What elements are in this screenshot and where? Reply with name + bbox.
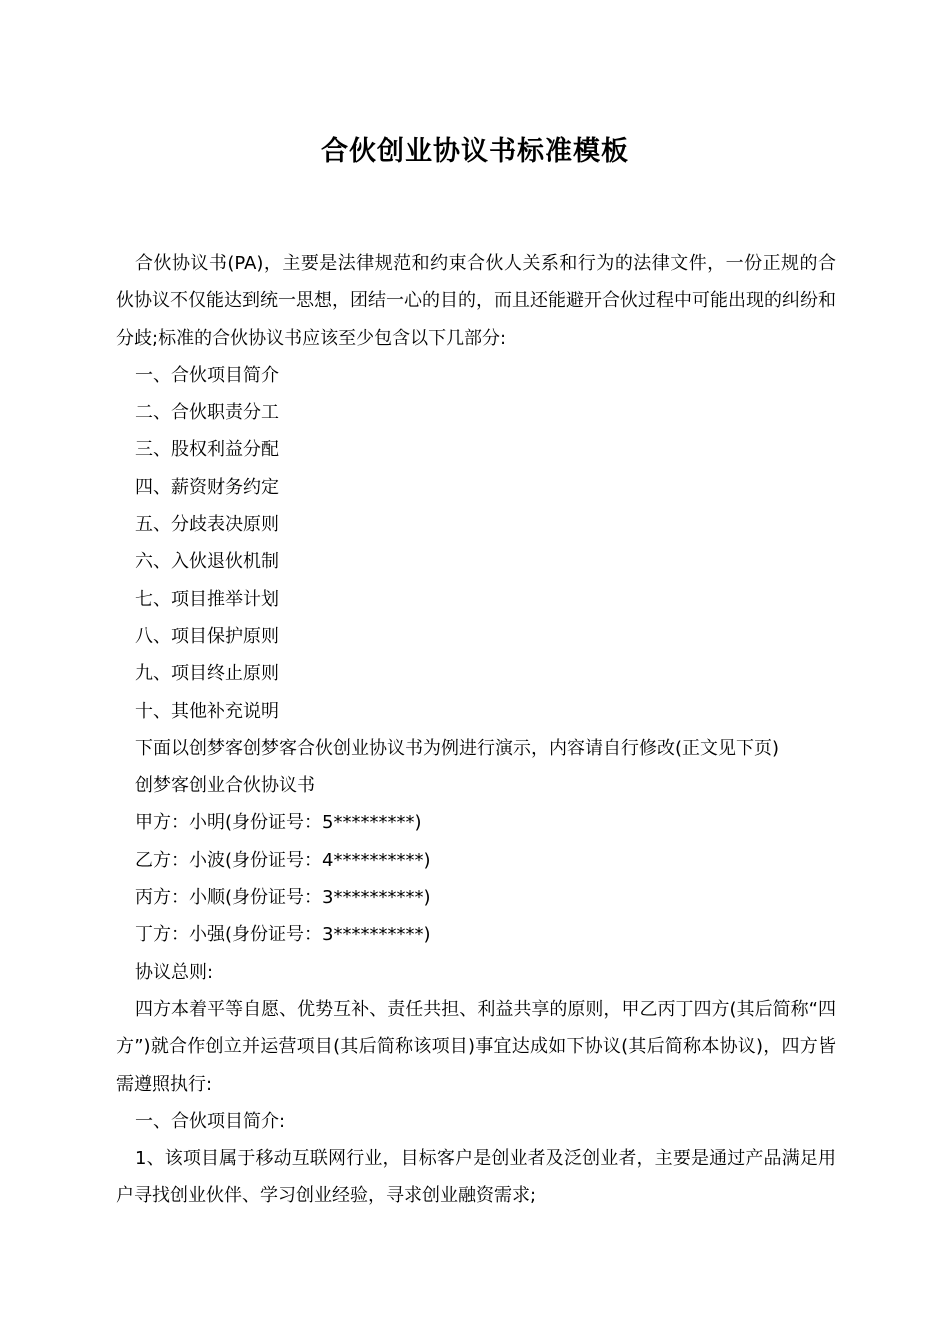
- general-heading: 协议总则:: [135, 961, 214, 983]
- document-body: [116, 245, 836, 1215]
- party-line: 甲方：小明(身份证号：5*********): [135, 812, 422, 834]
- section1-item1: 1、该项目属于移动互联网行业，目标客户是创业者及泛创业者，主要是通过产品满足用户寻找创业伙伴、学习创业经验，寻求创业融资需求;: [116, 1148, 836, 1207]
- demo-note: 下面以创梦客创梦客合伙创业协议书为例进行演示，内容请自行修改(正文见下页): [135, 737, 780, 759]
- section-list-item: 五、分歧表决原则: [135, 514, 279, 536]
- party-line: 乙方：小波(身份证号：4**********): [135, 849, 431, 871]
- section-list-item: 四、薪资财务约定: [135, 476, 279, 498]
- section1-heading: 一、合伙项目简介:: [135, 1110, 286, 1132]
- intro-paragraph: 合伙协议书(PA)，主要是法律规范和约束合伙人关系和行为的法律文件，一份正规的合伙协议不仅能达到统一思想，团结一心的目的，而且还能避开合伙过程中可能出现的纠纷和分歧;标准的合伙协议书应该至少包含以下几部分:: [116, 253, 836, 349]
- section-list-item: 八、项目保护原则: [135, 625, 279, 647]
- document-title: 合伙创业协议书标准模板: [321, 136, 629, 167]
- party-line: 丙方：小顺(身份证号：3**********): [135, 887, 431, 909]
- section-list-item: 二、合伙职责分工: [135, 402, 279, 424]
- section-list-item: 十、其他补充说明: [135, 700, 279, 722]
- section-list-item: 一、合伙项目简介: [135, 364, 279, 386]
- general-paragraph: 四方本着平等自愿、优势互补、责任共担、利益共享的原则，甲乙丙丁四方(其后简称“四方”)就合作创立并运营项目(其后简称该项目)事宜达成如下协议(其后简称本协议)，四方皆需遵照执行:: [116, 998, 836, 1095]
- section-list-item: 九、项目终止原则: [135, 663, 279, 685]
- agreement-title: 创梦客创业合伙协议书: [135, 775, 315, 797]
- section-list-item: 三、股权利益分配: [135, 439, 279, 461]
- party-line: 丁方：小强(身份证号：3**********): [135, 924, 431, 946]
- section-list-item: 七、项目推举计划: [135, 588, 279, 610]
- section-list-item: 六、入伙退伙机制: [135, 551, 279, 573]
